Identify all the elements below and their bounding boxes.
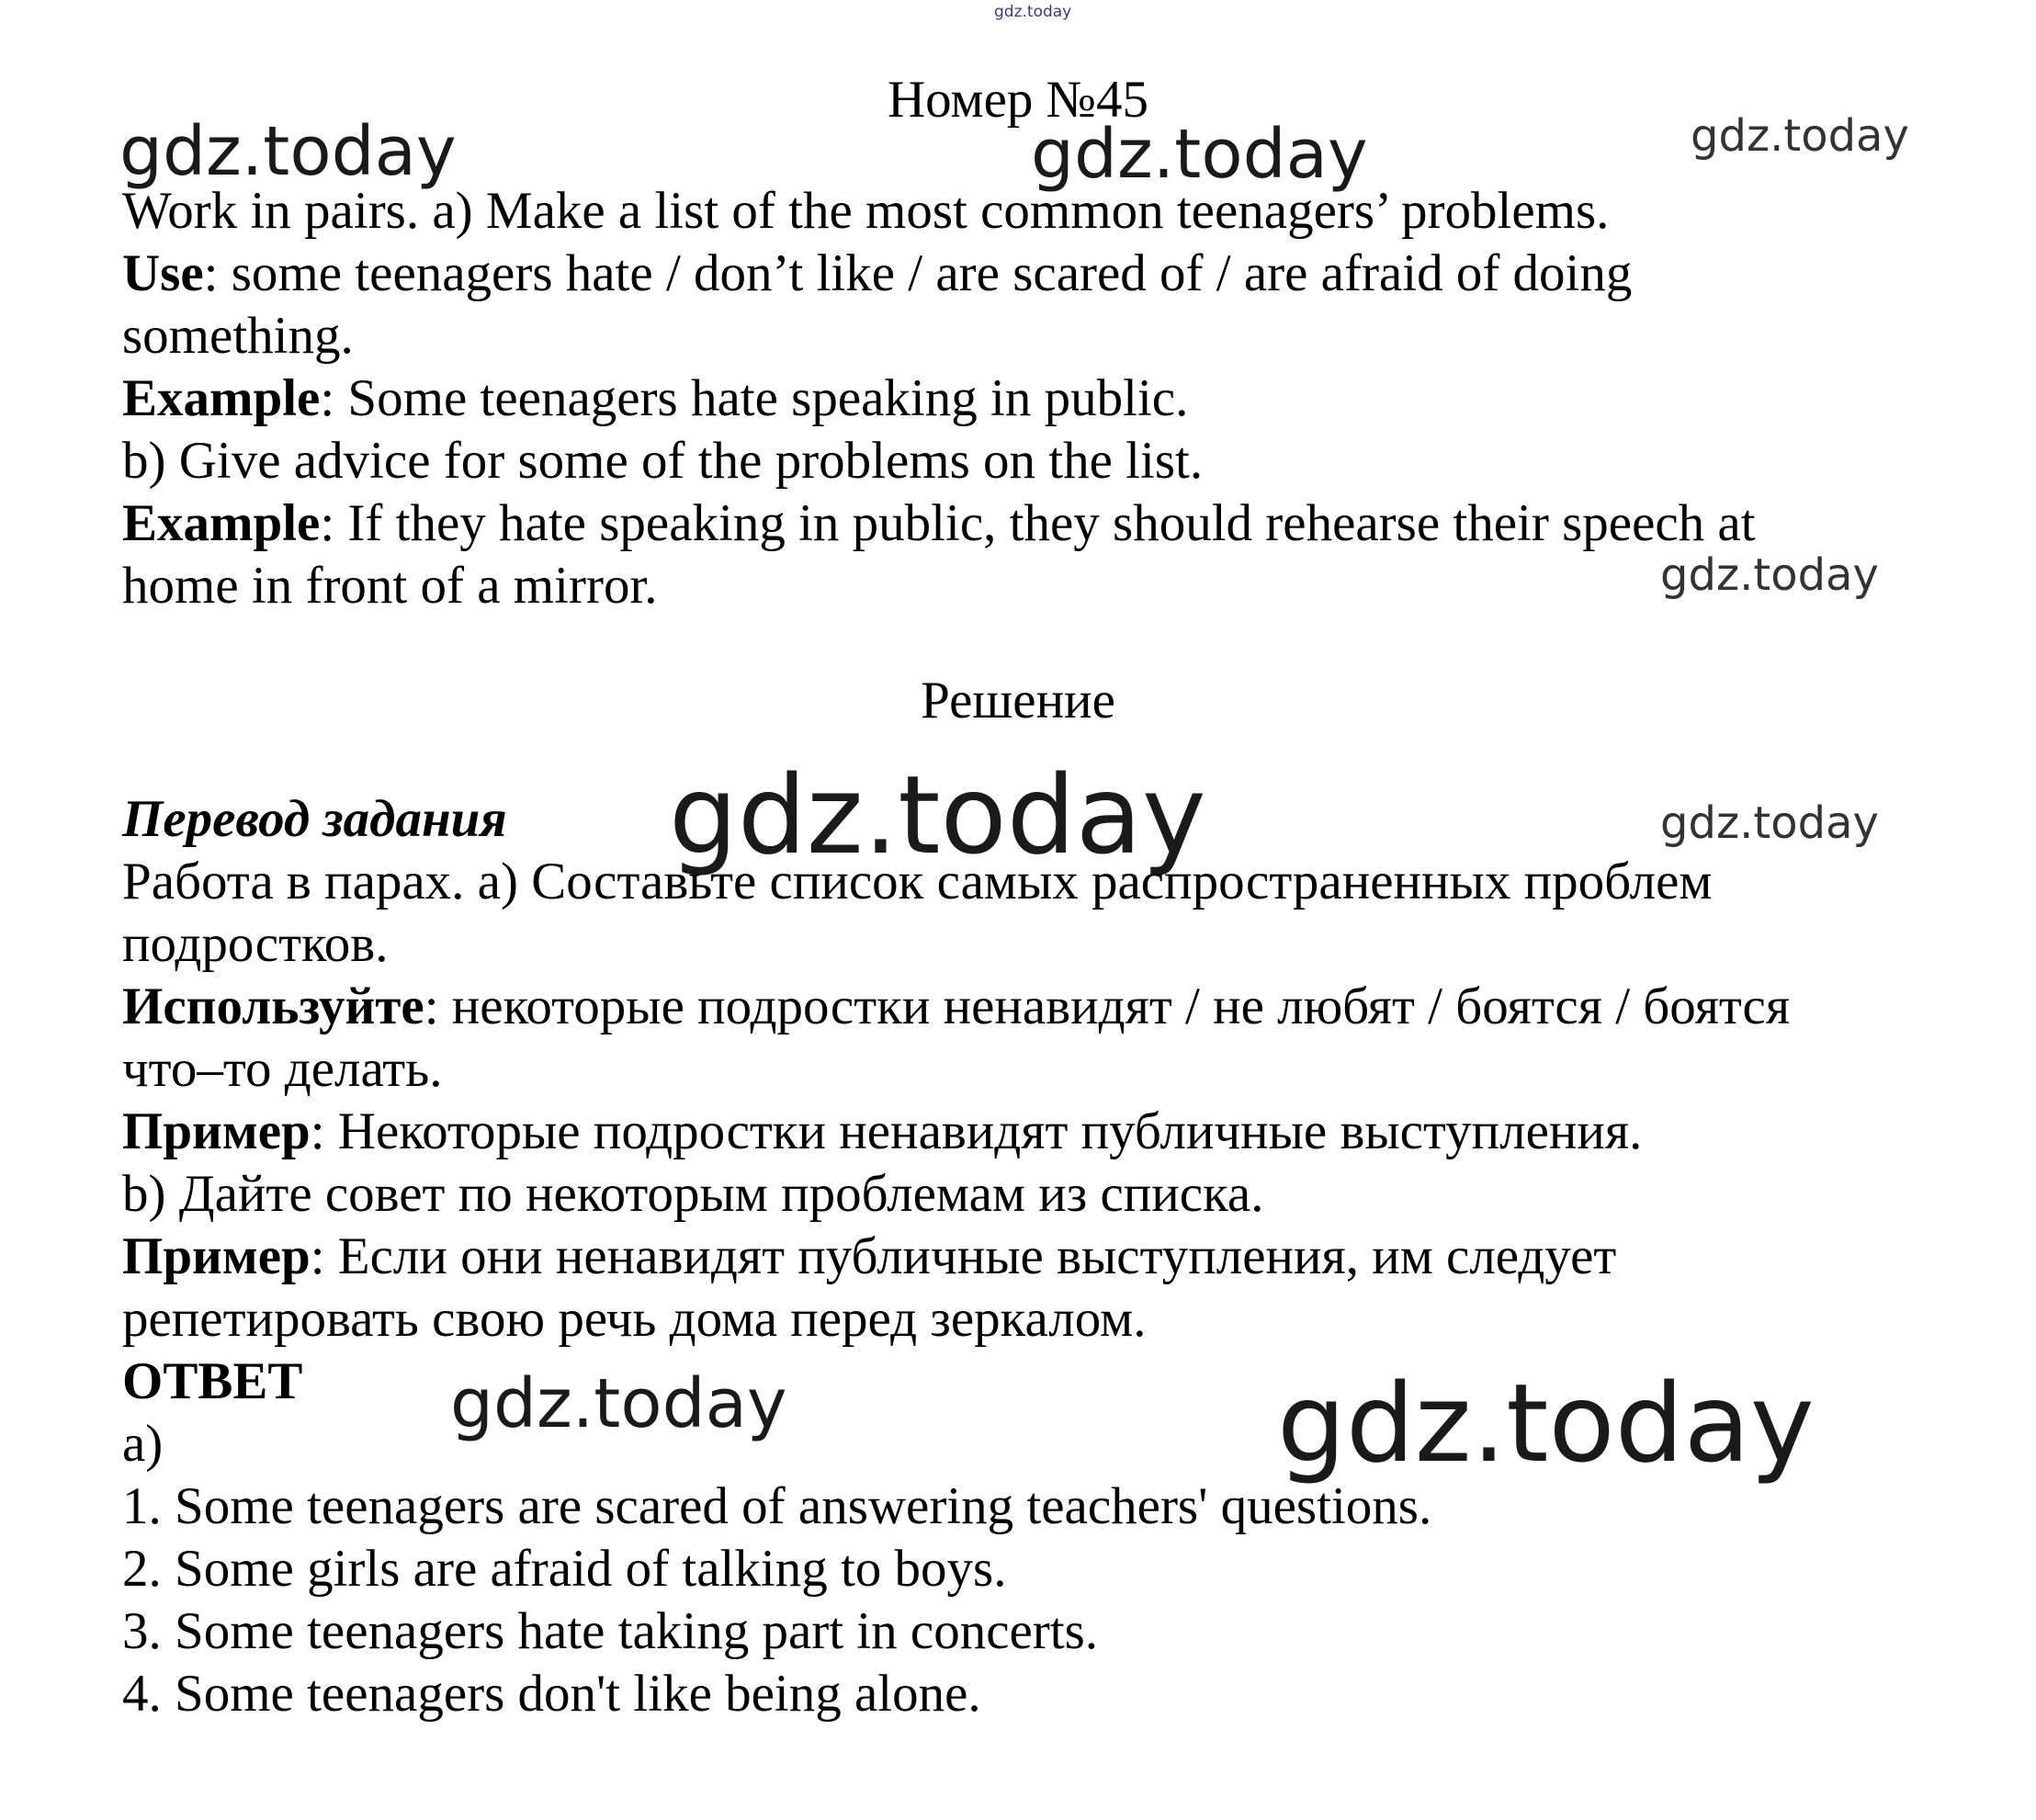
translation-block bbox=[122, 788, 1960, 1725]
task-example1-line bbox=[122, 367, 1960, 430]
watermark: gdz.today bbox=[450, 1364, 787, 1443]
task-example2-line-cont: home in front of a mirror. bbox=[122, 557, 658, 615]
translation-line-a: Работа в парах. а) Составьте список самых распространенных проблем bbox=[122, 853, 1713, 910]
answer-item: 4. Some teenagers don't like being alone. bbox=[122, 1665, 981, 1723]
task-title: Номер №45 bbox=[887, 71, 1149, 129]
example1-text: : Some teenagers hate speaking in public. bbox=[320, 369, 1189, 427]
translation-example1-text: : Некоторые подростки ненавидят публичные выступления. bbox=[310, 1102, 1643, 1160]
use-text: : some teenagers hate / don’t like / are scared of / are afraid of doing bbox=[203, 244, 1633, 302]
translation-use-line-cont: что–то делать. bbox=[122, 1040, 443, 1098]
translation-line-b: b) Дайте совет по некоторым проблемам из списка. bbox=[122, 1165, 1264, 1223]
translation-example1-label: Пример bbox=[122, 1102, 311, 1160]
translation-example2-label: Пример bbox=[122, 1227, 311, 1285]
example1-label: Example bbox=[122, 369, 321, 427]
watermark-top: gdz.today bbox=[994, 3, 1072, 21]
task-use-line bbox=[122, 243, 1960, 305]
watermark: gdz.today bbox=[1660, 549, 1879, 601]
task-text bbox=[122, 180, 1960, 617]
use-label: Use bbox=[122, 244, 204, 302]
task-line-b: b) Give advice for some of the problems on the list. bbox=[122, 432, 1204, 490]
translation-use-text: : некоторые подростки ненавидят / не любят / боятся / боятся bbox=[424, 978, 1791, 1035]
translation-use-line bbox=[122, 976, 1960, 1038]
watermark: gdz.today bbox=[1691, 110, 1909, 162]
watermark: gdz.today bbox=[119, 112, 457, 191]
watermark: gdz.today bbox=[1277, 1360, 1815, 1487]
translation-example2-text: : Если они ненавидят публичные выступления, им следует bbox=[310, 1227, 1617, 1285]
solution-title: Решение bbox=[921, 672, 1115, 729]
answer-item: 2. Some girls are afraid of talking to boys. bbox=[122, 1540, 1007, 1598]
task-line-a: Work in pairs. a) Make a list of the most common teenagers’ problems. bbox=[122, 182, 1610, 240]
answer-item: 1. Some teenagers are scared of answering teachers' questions. bbox=[122, 1477, 1432, 1535]
example2-label: Example bbox=[122, 494, 321, 552]
translation-example2-line-cont: репетировать свою речь дома перед зеркалом. bbox=[122, 1290, 1147, 1348]
watermark: gdz.today bbox=[1031, 115, 1368, 194]
translation-use-label: Используйте bbox=[122, 978, 424, 1035]
answer-heading: ОТВЕТ bbox=[122, 1352, 303, 1410]
example2-text: : If they hate speaking in public, they should rehearse their speech at bbox=[320, 494, 1756, 552]
translation-heading: Перевод задания bbox=[122, 790, 507, 848]
watermark: gdz.today bbox=[669, 752, 1206, 878]
watermark: gdz.today bbox=[1660, 797, 1879, 849]
answer-part-label: a) bbox=[122, 1415, 164, 1473]
answer-item: 3. Some teenagers hate taking part in concerts. bbox=[122, 1602, 1099, 1660]
task-use-line-cont: something. bbox=[122, 307, 354, 365]
translation-example1-line bbox=[122, 1101, 1960, 1163]
task-example2-line bbox=[122, 492, 1960, 555]
translation-example2-line bbox=[122, 1226, 1960, 1288]
translation-line-a-cont: подростков. bbox=[122, 915, 389, 973]
